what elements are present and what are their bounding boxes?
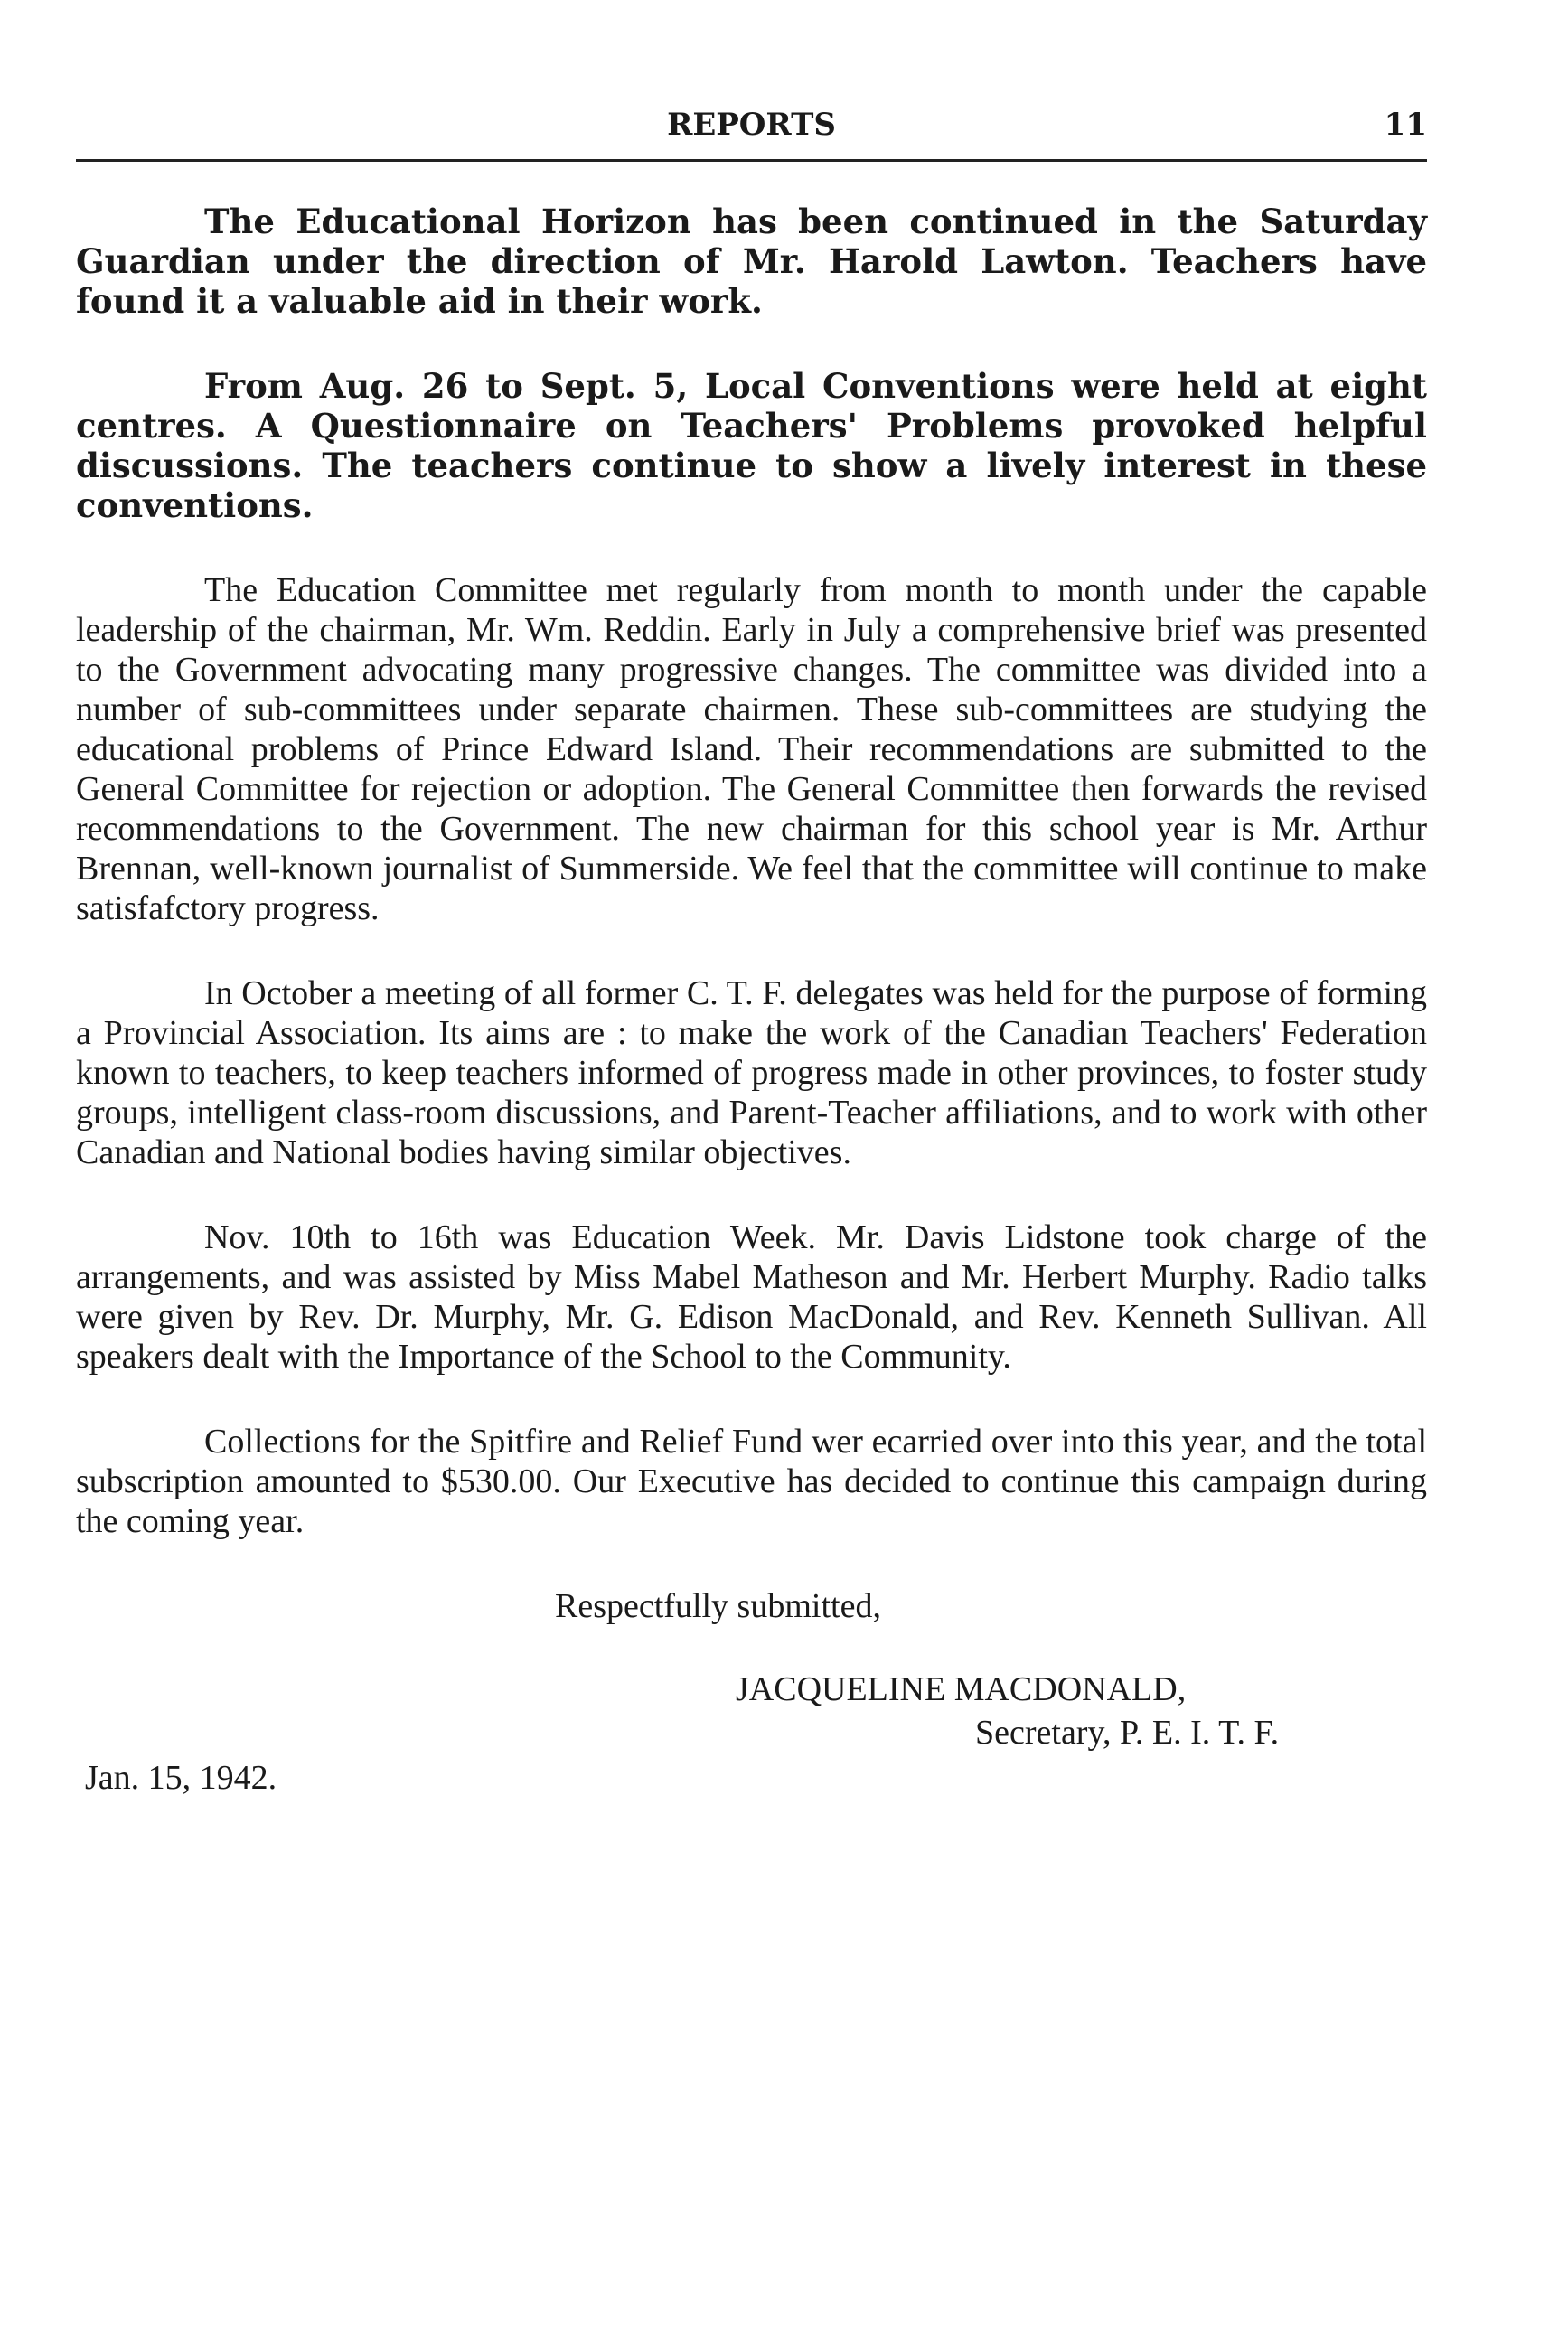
paragraph: Nov. 10th to 16th was Education Week. Mr. Davis Lidstone took charge of the arrangements, and was assisted by Miss Mabel Matheson and Mr. Herbert Murphy. Radio talks were given by Rev. Dr. Murphy, Mr. G. Edison MacDonald, and Rev. Kenneth Sullivan. All speakers dealt with the Importance of the School to the Community. bbox=[76, 1218, 1427, 1376]
paragraph: The Education Committee met regularly from month to month under the capable leadership of the chairman, Mr. Wm. Reddin. Early in July a comprehensive brief was presented to the Government advocating many progressive changes. The committee was divided into a number of sub-committees under separate chairmen. These sub-committees are studying the educational problems of Prince Edward Island. Their recommendations are submitted to the General Committee for rejection or adoption. The General Committee then forwards the revised recommendations to the Government. The new chairman for this school year is Mr. Arthur Brennan, well-known journalist of Summerside. We feel that the committee will continue to make satisfafctory progress. bbox=[76, 571, 1427, 927]
paragraph: From Aug. 26 to Sept. 5, Local Conventions were held at eight centres. A Questionnaire on Teachers' Problems provoked helpful discussions. The teachers continue to show a lively interest in these conventions. bbox=[76, 366, 1427, 525]
page-header bbox=[76, 99, 1427, 154]
signatory-role: Secretary, P. E. I. T. F. bbox=[975, 1714, 1280, 1752]
signature-block bbox=[76, 1586, 1427, 1797]
paragraph: The Educational Horizon has been continued in the Saturday Guardian under the direction of Mr. Harold Lawton. Teachers have found it a valuable aid in their work. bbox=[76, 202, 1427, 321]
document-page bbox=[76, 99, 1427, 1797]
closing-salutation: Respectfully submitted, bbox=[555, 1587, 881, 1625]
document-date: Jan. 15, 1942. bbox=[85, 1759, 277, 1797]
signatory-name: JACQUELINE MACDONALD, bbox=[736, 1670, 1187, 1708]
page-number: 11 bbox=[1384, 107, 1427, 143]
paragraph: In October a meeting of all former C. T. F. delegates was held for the purpose of forming a Provincial Association. Its aims are : to make the work of the Canadian Teachers' Federation known to teachers, to keep teachers informed of progress made in other provinces, to foster study groups, intelligent class-room discussions, and Parent-Teacher affiliations, and to work with other Canadian and National bodies having similar objectives. bbox=[76, 974, 1427, 1171]
header-rule bbox=[76, 159, 1427, 162]
running-title: REPORTS bbox=[667, 107, 836, 143]
paragraph: Collections for the Spitfire and Relief Fund wer ecarried over into this year, and the total subscription amounted to $530.00. Our Executive has decided to continue this campaign during the coming year. bbox=[76, 1423, 1427, 1540]
